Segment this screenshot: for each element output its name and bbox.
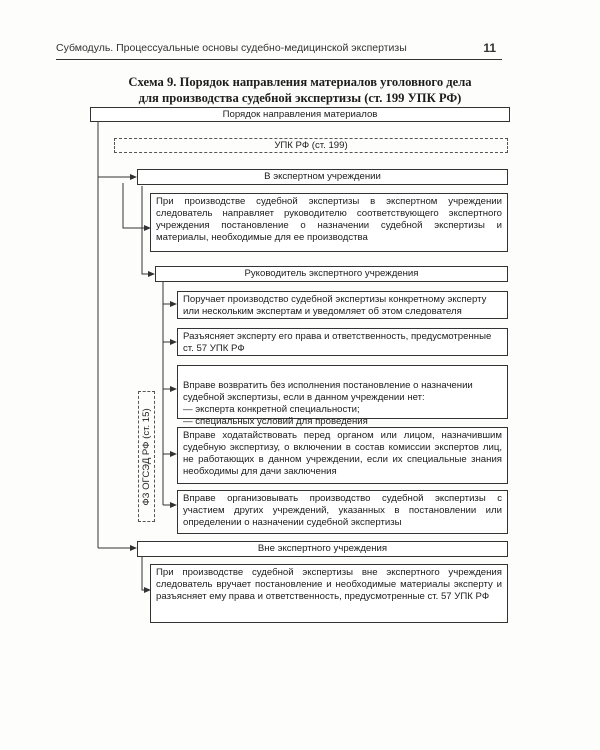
branch-in-label: В экспертном учреждении [264, 171, 381, 182]
head-item-5-box [177, 490, 508, 534]
in-description-box [150, 193, 508, 252]
branch-in-box [137, 169, 508, 185]
branch-out-box [137, 541, 508, 557]
out-description-text: При производстве судебной экспертизы вне экспертного учреждения следователь вручает постановление и необходимые материалы эксперту и разъясняет ему права и ответственность, предусмотренные ст. 57 УПК РФ [156, 567, 502, 602]
legal-basis-label: УПК РФ (ст. 199) [274, 140, 348, 151]
head-item-4-text: Вправе ходатайствовать перед органом или лицом, назначившим судебную экспертизу, о включении в состав комиссии экспертов лиц, не работающих в данном учреждении, если их специальные знания необходимы для дачи заключения [183, 430, 502, 477]
head-item-5-text: Вправе организовывать производство судебной экспертизы с участием других учреждений, указанных в постановлении или определении о назначении судебной экспертизы [183, 493, 502, 528]
legal-basis-box [114, 138, 508, 153]
root-label: Порядок направления материалов [222, 109, 378, 120]
head-law-label: ФЗ ОГСЭД РФ (ст. 15) [141, 408, 152, 506]
arrow-to-in-description [123, 183, 150, 228]
arrow-to-out-description [142, 555, 150, 590]
out-description-box [150, 564, 508, 623]
head-item-1-text: Поручает производство судебной экспертизы конкретному эксперту или нескольким экспертам и уведомляет об этом следователя [183, 294, 487, 317]
head-box [155, 266, 508, 282]
root-box [90, 107, 510, 122]
head-item-3-box [177, 365, 508, 427]
head-label: Руководитель экспертного учреждения [244, 268, 419, 279]
scheme-title-line-2: для производства судебной экспертизы (ст. 199 УПК РФ) [138, 91, 462, 105]
head-item-1-box [177, 291, 508, 319]
head-item-2-box [177, 328, 508, 356]
page-number: 11 [483, 41, 496, 55]
running-title: Субмодуль. Процессуальные основы судебно-медицинской экспертизы [56, 42, 407, 54]
branch-out-label: Вне экспертного учреждения [257, 543, 388, 554]
head-item-4-box [177, 427, 508, 484]
head-item-2-text: Разъясняет эксперту его права и ответственность, предусмотренные ст. 57 УПК РФ [183, 331, 492, 354]
in-description-text: При производстве судебной экспертизы в экспертном учреждении следователь направляет руководителю соответствующего экспертного учреждения постановление о назначении судебной экспертизы и материалы, необходимые для ее производства [156, 196, 502, 243]
scheme-title-line-1: Схема 9. Порядок направления материалов уголовного дела [128, 75, 472, 89]
head-item-3-text: Вправе возвратить без исполнения постановление о назначении судебной экспертизы, если в данном учреждении нет: — эксперта конкретной специальности; — специальных условий для проведения [183, 380, 473, 427]
